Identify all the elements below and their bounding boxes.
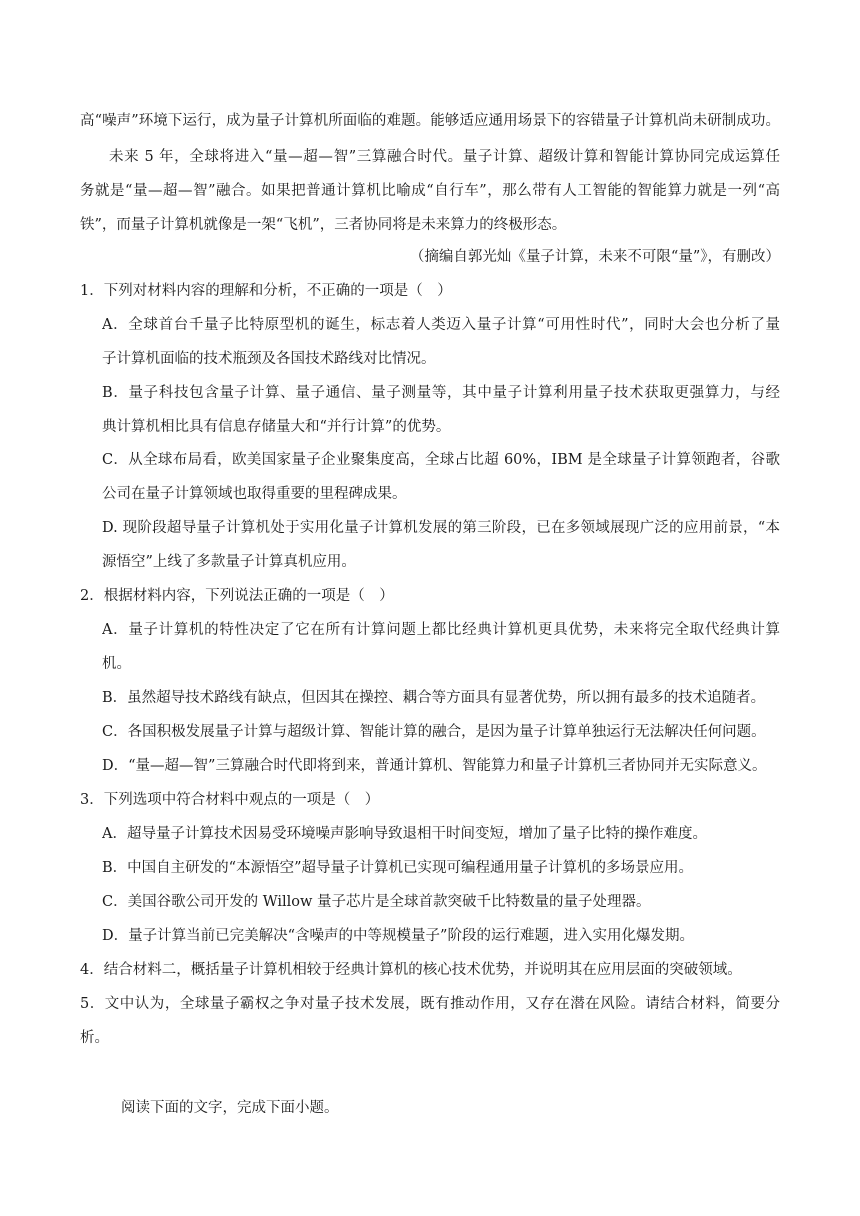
question-stem: 5．文中认为，全球量子霸权之争对量子技术发展，既有推动作用，又存在潜在风险。请结合材料，简要分: [80, 996, 780, 1012]
option-line: C．美国谷歌公司开发的 Willow 量子芯片是全球首款突破千比特数量的量子处理器。: [102, 894, 651, 910]
option-line: A．超导量子计算技术因易受环境噪声影响导致退相干时间变短，增加了量子比特的操作难度。: [102, 826, 707, 842]
question-stem: 1．下列对材料内容的理解和分析，不正确的一项是（ ）: [80, 283, 452, 299]
question-stem: 4．结合材料二，概括量子计算机相较于经典计算机的核心技术优势，并说明其在应用层面的突破领域。: [80, 962, 742, 978]
option-line: C．各国积极发展量子计算与超级计算、智能计算的融合，是因为量子计算单独运行无法解决任何问题。: [102, 724, 766, 740]
question-stem-continued: 析。: [80, 1030, 109, 1046]
passage-line: 未来 5 年，全球将进入“量—超—智”三算融合时代。量子计算、超级计算和智能计算协同完成运算任: [109, 149, 780, 165]
option-line: A．全球首台千量子比特原型机的诞生，标志着人类迈入量子计算“可用性时代”，同时大会也分析了量: [102, 317, 780, 333]
passage-line: 务就是“量—超—智”融合。如果把普通计算机比喻成“自行车”，那么带有人工智能的智能算力就是一列“高: [80, 183, 780, 199]
question-stem: 2．根据材料内容，下列说法正确的一项是（ ）: [80, 588, 394, 604]
option-line: D．“量—超—智”三算融合时代即将到来，普通计算机、智能算力和量子计算机三者协同并无实际意义。: [102, 758, 767, 774]
option-line: C．从全球布局看，欧美国家量子企业聚集度高，全球占比超 60%，IBM 是全球量子计算领跑者，谷歌: [102, 452, 780, 468]
option-line: 子计算机面临的技术瓶颈及各国技术路线对比情况。: [102, 351, 436, 367]
option-line: 公司在量子计算领域也取得重要的里程碑成果。: [102, 486, 407, 502]
option-line: 机。: [102, 656, 131, 672]
option-line: D. 现阶段超导量子计算机处于实用化量子计算机发展的第三阶段，已在多领域展现广泛的应用前景，“本: [102, 520, 780, 536]
option-line: D．量子计算当前已完美解决“含噪声的中等规模量子”阶段的运行难题，进入实用化爆发期。: [102, 928, 694, 944]
passage-line: 铁”，而量子计算机就像是一架“飞机”，三者协同将是未来算力的终极形态。: [80, 217, 567, 233]
option-line: B．虽然超导技术路线有缺点，但因其在操控、耦合等方面具有显著优势，所以拥有最多的技术追随者。: [102, 690, 766, 706]
passage-line: 高“噪声”环境下运行，成为量子计算机所面临的难题。能够适应通用场景下的容错量子计算机尚未研制成功。: [80, 113, 780, 129]
option-line: B．量子科技包含量子计算、量子通信、量子测量等，其中量子计算利用量子技术获取更强算力，与经: [102, 385, 780, 401]
option-line: B．中国自主研发的“本源悟空”超导量子计算机已实现可编程通用量子计算机的多场景应用。: [102, 860, 693, 876]
section-instruction: 阅读下面的文字，完成下面小题。: [121, 1100, 339, 1116]
option-line: 源悟空”上线了多款量子计算真机应用。: [102, 554, 356, 570]
source-citation: （摘编自郭光灿《量子计算，未来不可限“量”》，有删改）: [409, 249, 780, 265]
question-stem: 3．下列选项中符合材料中观点的一项是（ ）: [80, 792, 380, 808]
option-line: 典计算机相比具有信息存储量大和“并行计算”的优势。: [102, 419, 451, 435]
option-line: A．量子计算机的特性决定了它在所有计算问题上都比经典计算机更具优势，未来将完全取代经典计算: [102, 622, 780, 638]
